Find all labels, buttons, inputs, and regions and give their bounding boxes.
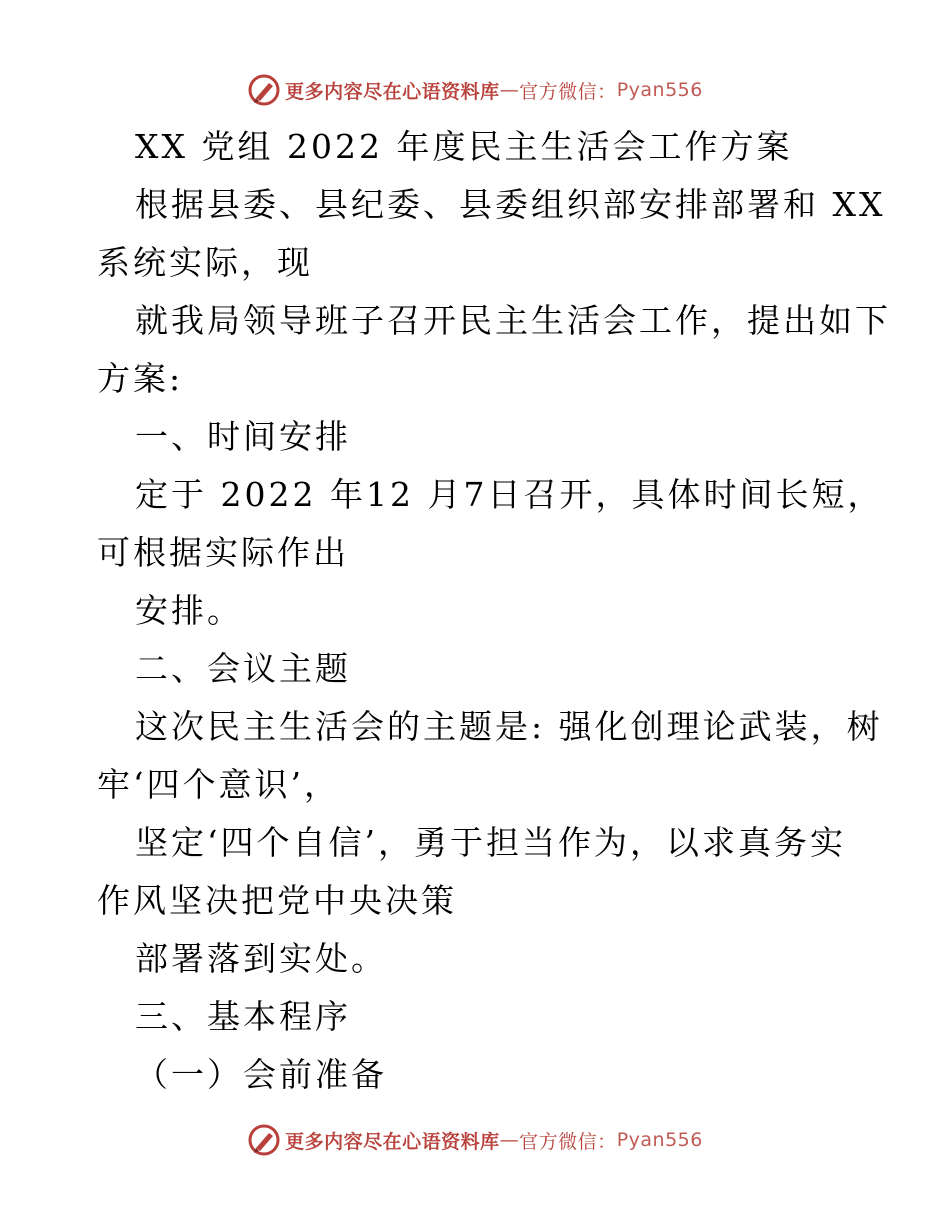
doc-line: 可根据实际作出 bbox=[97, 533, 349, 572]
banner-main-text: 更多内容尽在心语资料库 bbox=[285, 1130, 500, 1153]
banner-dash: — bbox=[499, 1129, 520, 1151]
subsection-heading: （一）会前准备 bbox=[135, 1055, 387, 1094]
pen-logo-icon bbox=[247, 1123, 281, 1157]
doc-line: 作风坚决把党中央决策 bbox=[97, 881, 457, 920]
pen-logo-icon bbox=[247, 73, 281, 107]
doc-line: 根据县委、县纪委、县委组织部安排部署和 XX bbox=[135, 185, 886, 224]
banner-wechat-id: Pyan556 bbox=[616, 79, 703, 101]
section-heading: 一、时间安排 bbox=[135, 417, 351, 456]
document-body bbox=[97, 118, 891, 1104]
banner-official-label: 官方微信： bbox=[519, 1130, 617, 1153]
banner-dash: — bbox=[499, 79, 520, 101]
doc-line: 坚定‘四个自信’，勇于担当作为，以求真务实 bbox=[135, 823, 846, 862]
doc-line: 方案: bbox=[97, 359, 184, 398]
header-banner bbox=[0, 70, 950, 110]
doc-line: 牢‘四个意识’， bbox=[97, 765, 340, 804]
doc-line: 这次民主生活会的主题是: 强化创理论武装，树 bbox=[135, 707, 883, 746]
doc-line: 部署落到实处。 bbox=[135, 939, 387, 978]
doc-line: 定于 2022 年12 月7日召开，具体时间长短， bbox=[135, 475, 884, 514]
doc-line: 安排。 bbox=[135, 591, 243, 630]
banner-main-text: 更多内容尽在心语资料库 bbox=[285, 80, 500, 103]
doc-title: XX 党组 2022 年度民主生活会工作方案 bbox=[135, 127, 793, 166]
banner-official-label: 官方微信： bbox=[519, 80, 617, 103]
section-heading: 三、基本程序 bbox=[135, 997, 351, 1036]
doc-line: 就我局领导班子召开民主生活会工作，提出如下 bbox=[135, 301, 891, 340]
footer-banner bbox=[0, 1120, 950, 1160]
banner-wechat-id: Pyan556 bbox=[616, 1129, 703, 1151]
section-heading: 二、会议主题 bbox=[135, 649, 351, 688]
doc-line: 系统实际，现 bbox=[97, 243, 313, 282]
